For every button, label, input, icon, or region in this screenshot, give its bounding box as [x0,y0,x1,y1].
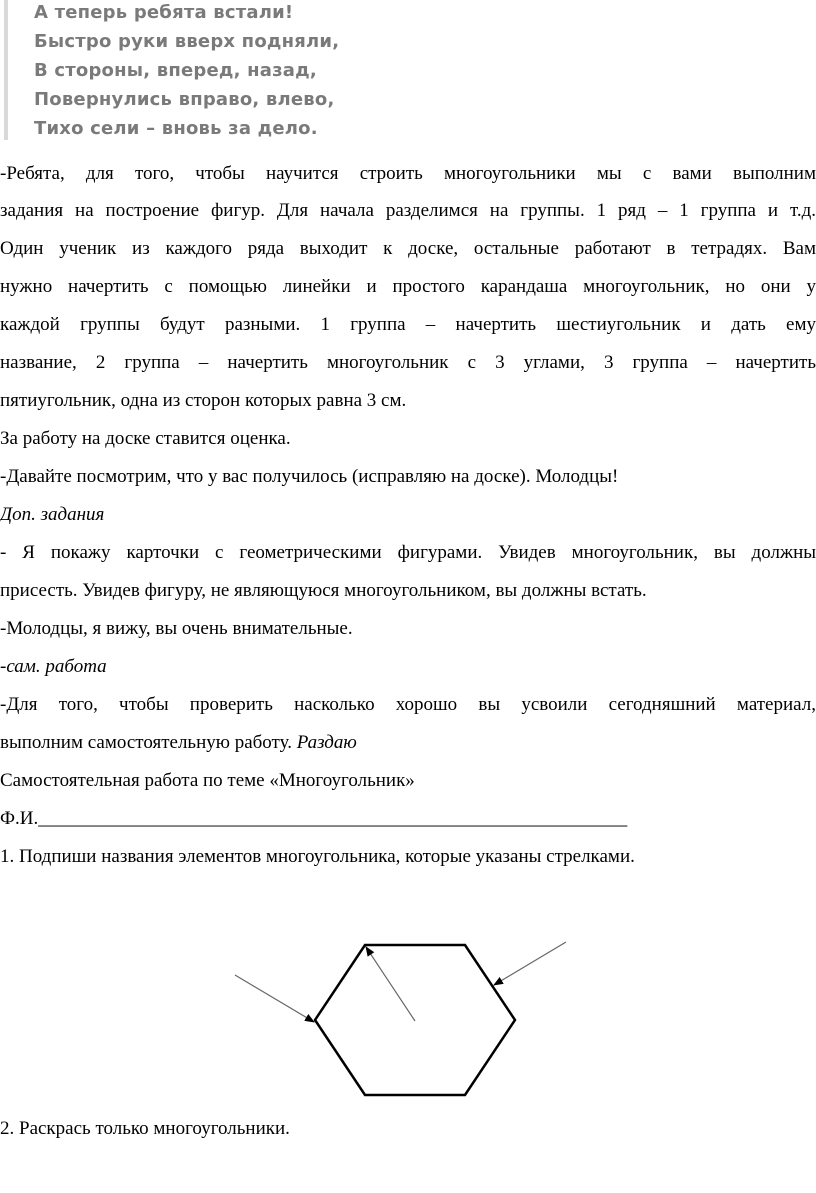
grade-note: За работу на доске ставится оценка. [0,428,291,449]
arrow-center [366,947,415,1021]
poem-line: А теперь ребята встали! [34,2,294,23]
arrow-right [494,942,566,985]
intro-line: -Ребята, для того, чтобы научится строить многоугольники мы с вами выполним [0,163,816,184]
self-work-heading: -сам. работа [0,656,107,677]
name-field: Ф.И.______________________________________________________________ [0,808,628,829]
intro-line: название, 2 группа – начертить многоугольник с 3 углами, 3 группа – начертить [0,352,816,373]
poem-line: В стороны, вперед, назад, [34,60,317,81]
extra-tasks-heading: Доп. задания [0,504,105,525]
praise-line: -Молодцы, я вижу, вы очень внимательные. [0,618,353,639]
poem-line: Повернулись вправо, влево, [34,89,335,110]
intro-line: задания на построение фигур. Для начала разделимся на группы. 1 ряд – 1 группа и т.д. [0,200,816,221]
intro-line: Один ученик из каждого ряда выходит к доске, остальные работают в тетрадях. Вам [0,238,816,259]
intro-line: пятиугольник, одна из сторон которых равна 3 см. [0,390,407,411]
self-intro-text: выполним самостоятельную работу. [0,732,297,753]
cards-line: присесть. Увидев фигуру, не являющуюся многоугольником, вы должны встать. [0,580,647,601]
self-intro-line: -Для того, чтобы проверить насколько хорошо вы усвоили сегодняшний материал, [0,694,816,715]
intro-line: каждой группы будут разными. 1 группа – начертить шестиугольник и дать ему [0,314,816,335]
task-2: 2. Раскрась только многоугольники. [0,1118,290,1139]
poem-line: Быстро руки вверх подняли, [34,31,340,52]
poem-line: Тихо сели – вновь за дело. [34,118,318,139]
arrow-left [235,975,314,1022]
intro-line: нужно начертить с помощью линейки и простого карандаша многоугольник, но они у [0,276,816,297]
check-line: -Давайте посмотрим, что у вас получилось (исправляю на доске). Молодцы! [0,466,619,487]
self-intro-italic: Раздаю [296,732,357,753]
cards-line: - Я покажу карточки с геометрическими фигурами. Увидев многоугольник, вы должны [0,542,816,563]
task-1: 1. Подпиши названия элементов многоугольника, которые указаны стрелками. [0,846,635,867]
worksheet-title: Самостоятельная работа по теме «Многоугольник» [0,770,415,791]
